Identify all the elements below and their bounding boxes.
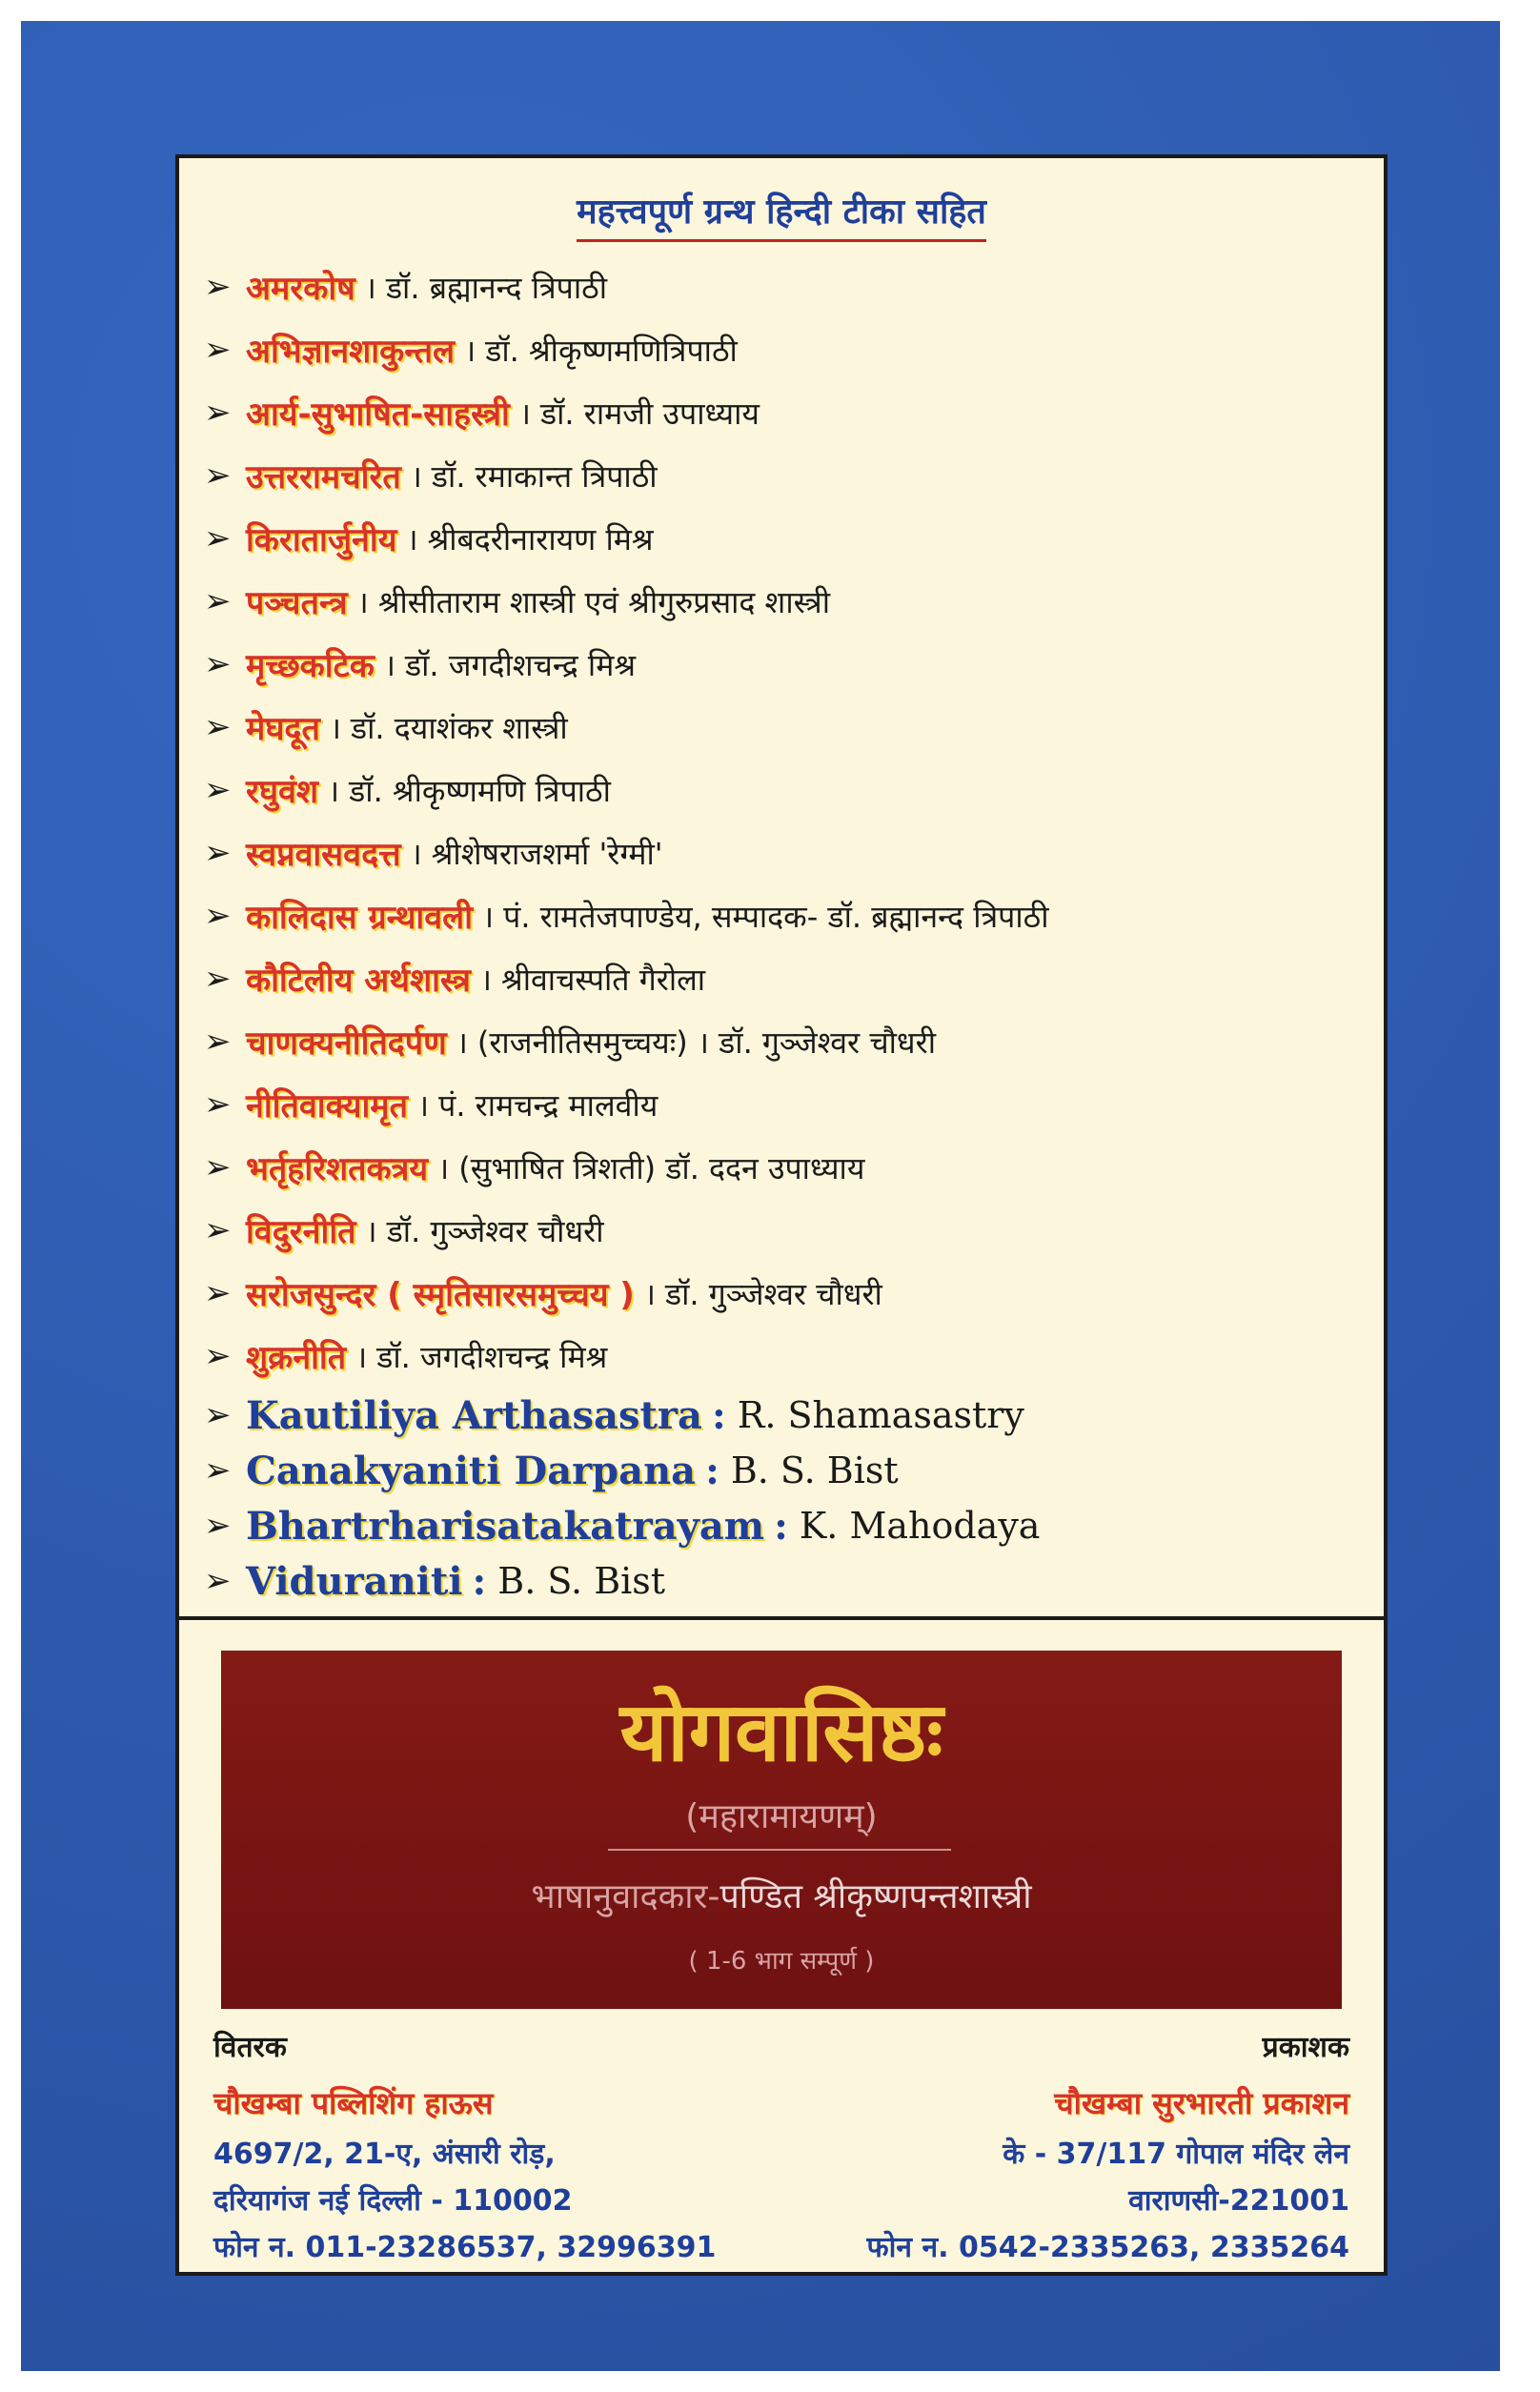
book-title: Bhartrharisatakatrayam — [246, 1503, 765, 1549]
arrow-bullet-icon: ➢ — [204, 960, 232, 998]
list-item — [204, 1136, 1367, 1199]
separator: । — [464, 332, 476, 369]
book-list-panel — [175, 154, 1388, 2276]
book-author: डॉ. गुञ्जेश्वर चौधरी — [665, 1275, 882, 1312]
arrow-bullet-icon: ➢ — [204, 1337, 232, 1375]
publisher-block — [866, 2026, 1349, 2273]
arrow-bullet-icon: ➢ — [204, 1148, 232, 1186]
featured-book-banner — [221, 1651, 1342, 2009]
separator: । — [482, 898, 495, 935]
book-title: विदुरनीति — [246, 1213, 356, 1251]
publisher-footer — [213, 2026, 1349, 2264]
list-item — [204, 1388, 1367, 1443]
arrow-bullet-icon: ➢ — [204, 1562, 232, 1600]
list-item — [204, 821, 1367, 884]
separator: । — [355, 1338, 368, 1375]
arrow-bullet-icon: ➢ — [204, 456, 232, 495]
separator: । — [329, 709, 342, 746]
book-title: सरोजसुन्दर ( स्मृतिसारसमुच्चय ) — [246, 1276, 635, 1314]
section-divider — [179, 1616, 1384, 1620]
book-author: B. S. Bist — [730, 1449, 899, 1491]
book-title: स्वप्नवासवदत्त — [246, 836, 401, 874]
list-item — [204, 1073, 1367, 1136]
book-author: डॉ. रमाकान्त त्रिपाठी — [431, 457, 658, 495]
book-title: पञ्चतन्त्र — [246, 584, 348, 622]
book-title: रघुवंश — [246, 773, 319, 811]
arrow-bullet-icon: ➢ — [204, 582, 232, 620]
list-heading — [179, 187, 1384, 242]
distributor-label: वितरक — [213, 2031, 287, 2064]
separator: । — [383, 646, 395, 683]
arrow-bullet-icon: ➢ — [204, 1085, 232, 1124]
list-item — [204, 1262, 1367, 1325]
book-title: कौटिलीय अर्थशास्त्र — [246, 962, 471, 1000]
book-author: डॉ. श्रीकृष्णमणि त्रिपाठी — [349, 772, 611, 809]
list-item — [204, 947, 1367, 1010]
arrow-bullet-icon: ➢ — [204, 771, 232, 809]
list-item — [204, 444, 1367, 507]
arrow-bullet-icon: ➢ — [204, 519, 232, 557]
separator: । — [437, 1149, 450, 1186]
publisher-phone: फोन न. 0542-2335263, 2335264 — [866, 2231, 1349, 2264]
separator: । — [356, 583, 369, 620]
list-item — [204, 1010, 1367, 1073]
book-title: उत्तररामचरित — [246, 458, 401, 497]
distributor-address-line1: 4697/2, 21-ए, अंसारी रोड़, — [213, 2138, 556, 2171]
arrow-bullet-icon: ➢ — [204, 331, 232, 369]
book-author: डॉ. ब्रह्मानन्द त्रिपाठी — [385, 269, 607, 306]
separator: । — [364, 269, 376, 306]
book-title: नीतिवाक्यामृत — [246, 1087, 408, 1125]
translator-role: भाषानुवादकार- — [531, 1877, 720, 1916]
separator: । — [456, 1024, 468, 1061]
arrow-bullet-icon: ➢ — [204, 394, 232, 432]
list-item — [204, 696, 1367, 759]
separator: । — [410, 457, 422, 495]
separator: । — [406, 520, 418, 557]
heading-text: महत्त्वपूर्ण ग्रन्थ हिन्दी टीका सहित — [577, 187, 986, 242]
arrow-bullet-icon: ➢ — [204, 268, 232, 306]
arrow-bullet-icon: ➢ — [204, 897, 232, 935]
featured-book-subtitle: (महारामायणम्) — [685, 1797, 878, 1836]
arrow-bullet-icon: ➢ — [204, 1023, 232, 1061]
arrow-bullet-icon: ➢ — [204, 1396, 232, 1434]
list-item — [204, 1498, 1367, 1553]
separator: । — [518, 395, 532, 432]
arrow-bullet-icon: ➢ — [204, 1507, 232, 1545]
publisher-address-line2: वाराणसी-221001 — [1128, 2184, 1349, 2218]
book-author: श्रीबदरीनारायण मिश्र — [427, 520, 654, 557]
book-title: मेघदूत — [246, 710, 320, 748]
book-title: चाणक्यनीतिदर्पण — [246, 1024, 447, 1063]
book-author: डॉ. दयाशंकर शास्त्री — [351, 709, 568, 746]
book-title: Canakyaniti Darpana — [246, 1448, 697, 1493]
separator: : — [472, 1558, 487, 1604]
book-author: (सुभाषित त्रिशती) डॉ. ददन उपाध्याय — [458, 1149, 865, 1186]
book-author: श्रीसीताराम शास्त्री एवं श्रीगुरुप्रसाद शास्त्री — [377, 583, 831, 620]
arrow-bullet-icon: ➢ — [204, 708, 232, 746]
book-author: पं. रामचन्द्र मालवीय — [438, 1086, 659, 1124]
featured-book-translator — [221, 1872, 1342, 1918]
list-item — [204, 318, 1367, 381]
arrow-bullet-icon: ➢ — [204, 1211, 232, 1249]
book-title: अमरकोष — [246, 270, 355, 308]
list-item — [204, 570, 1367, 633]
book-title: Kautiliya Arthasastra — [246, 1392, 702, 1438]
arrow-bullet-icon: ➢ — [204, 834, 232, 872]
arrow-bullet-icon: ➢ — [204, 1274, 232, 1312]
banner-rule — [608, 1849, 951, 1851]
publisher-name: चौखम्बा सुरभारती प्रकाशन — [1054, 2085, 1349, 2121]
distributor-phone: फोन न. 011-23286537, 32996391 — [213, 2231, 717, 2264]
book-author: K. Mahodaya — [799, 1505, 1041, 1547]
separator: । — [410, 835, 422, 872]
book-list — [204, 255, 1367, 1609]
list-item — [204, 507, 1367, 570]
book-author: डॉ. रामजी उपाध्याय — [540, 395, 760, 432]
featured-book-parts: ( 1-6 भाग सम्पूर्ण ) — [688, 1947, 875, 1976]
separator: । — [328, 772, 340, 809]
list-item — [204, 1325, 1367, 1388]
book-author: पं. रामतेजपाण्डेय, सम्पादक- डॉ. ब्रह्मानन्द त्रिपाठी — [503, 898, 1049, 935]
featured-book-title: योगवासिष्ठः — [619, 1684, 943, 1780]
book-title: Viduraniti — [246, 1558, 463, 1604]
list-item — [204, 884, 1367, 947]
list-item — [204, 633, 1367, 696]
book-author: श्रीशेषराजशर्मा 'रेग्मी' — [431, 835, 663, 872]
book-title: कालिदास ग्रन्थावली — [246, 899, 474, 937]
list-item — [204, 381, 1367, 444]
book-author: श्रीवाचस्पति गैरोला — [501, 961, 706, 998]
list-item — [204, 255, 1367, 318]
book-author: डॉ. गुञ्जेश्वर चौधरी — [386, 1212, 604, 1249]
book-title: मृच्छकटिक — [246, 647, 375, 685]
list-item — [204, 1553, 1367, 1609]
list-item — [204, 759, 1367, 821]
book-title: आर्य-सुभाषित-साहस्त्री — [246, 395, 510, 434]
list-item — [204, 1199, 1367, 1262]
book-author: R. Shamasastry — [737, 1394, 1024, 1436]
separator: : — [711, 1392, 726, 1438]
book-title: भर्तृहरिशतकत्रय — [246, 1150, 429, 1188]
book-title: शुक्रनीति — [246, 1339, 347, 1377]
translator-name: पण्डित श्रीकृष्णपन्तशास्त्री — [719, 1877, 1032, 1916]
list-item — [204, 1443, 1367, 1498]
distributor-name: चौखम्बा पब्लिशिंग हाऊस — [213, 2085, 494, 2121]
book-title: किरातार्जुनीय — [246, 521, 397, 559]
separator: । — [417, 1086, 430, 1124]
book-author: डॉ. जगदीशचन्द्र मिश्र — [376, 1338, 608, 1375]
distributor-address-line2: दरियागंज नई दिल्ली - 110002 — [213, 2184, 573, 2218]
book-title: अभिज्ञानशाकुन्तल — [246, 333, 456, 371]
book-author: डॉ. जगदीशचन्द्र मिश्र — [404, 646, 636, 683]
publisher-label: प्रकाशक — [1262, 2031, 1349, 2064]
separator: । — [643, 1275, 656, 1312]
separator: : — [705, 1448, 719, 1493]
publisher-address-line1: के - 37/117 गोपाल मंदिर लेन — [1003, 2138, 1349, 2171]
separator: । — [479, 961, 493, 998]
back-cover — [21, 21, 1500, 2371]
book-author: डॉ. श्रीकृष्णमणित्रिपाठी — [485, 332, 738, 369]
distributor-block — [213, 2026, 716, 2273]
book-author: (राजनीतिसमुच्चयः) । डॉ. गुञ्जेश्वर चौधरी — [476, 1024, 936, 1061]
arrow-bullet-icon: ➢ — [204, 645, 232, 683]
arrow-bullet-icon: ➢ — [204, 1451, 232, 1490]
book-author: B. S. Bist — [497, 1560, 666, 1602]
separator: । — [365, 1212, 377, 1249]
separator: : — [774, 1503, 788, 1549]
